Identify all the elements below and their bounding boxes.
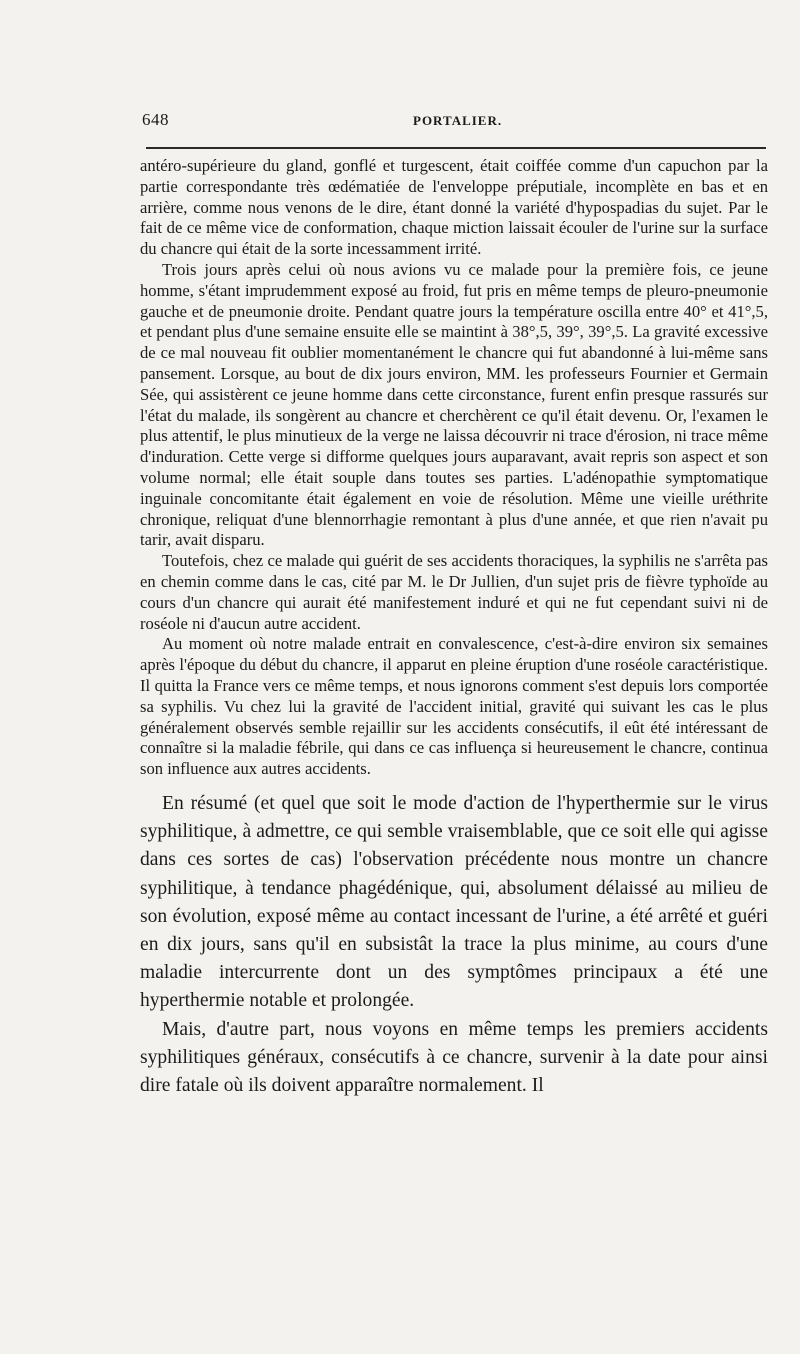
body-text xyxy=(140,156,768,1100)
paragraph: En résumé (et quel que soit le mode d'action de l'hyperthermie sur le virus syphilitique, à admettre, ce qui semble vraisemblable, que ce soit elle qui agisse dans ces sortes de cas) l'observation précédente nous montre un chancre syphilitique, à tendance phagédénique, qui, absolument délaissé au milieu de son évolution, exposé même au contact incessant de l'urine, a été arrêté et guéri en dix jours, sans qu'il en subsistât la trace la plus minime, au cours d'une maladie intercurrente dont un des symptômes principaux a été une hyperthermie notable et prolongée. xyxy=(140,792,768,1012)
paragraph: antéro-supérieure du gland, gonflé et turgescent, était coiffée comme d'un capuchon par la partie correspondante très œdématiée de l'enveloppe préputiale, incomplète en bas et en arrière, comme nous venons de le dire, étant donné la variété d'hypospadias du sujet. Par le fait de ce même vice de conformation, chaque miction laissait écouler de l'urine sur la surface du chancre qui était de la sorte incessamment irrité. xyxy=(140,156,768,259)
summary-section xyxy=(140,790,768,1100)
paragraph: Au moment où notre malade entrait en convalescence, c'est-à-dire environ six semaines après l'époque du début du chancre, il apparut en pleine éruption d'une roséole caractéristique. Il quitta la France vers ce même temps, et nous ignorons comment s'est depuis lors comportée sa syphilis. Vu chez lui la gravité de l'accident initial, gravité qui suivant les cas le plus généralement observés semble rejaillir sur les accidents consécutifs, il eût été intéressant de connaître si la maladie fébrile, qui dans ce cas influença si heureusement le chancre, continua son influence aux autres accidents. xyxy=(140,634,768,779)
page-header xyxy=(138,110,768,140)
observation-section xyxy=(140,156,768,780)
running-title: PORTALIER. xyxy=(413,113,503,128)
paragraph: Mais, d'autre part, nous voyons en même temps les premiers accidents syphilitiques généraux, consécutifs à ce chancre, survenir à la date pour ainsi dire fatale où ils doivent apparaître normalement. Il xyxy=(140,1018,768,1096)
paragraph: Trois jours après celui où nous avions vu ce malade pour la première fois, ce jeune homme, s'étant imprudemment exposé au froid, fut pris en même temps de pleuro-pneumonie gauche et de pneumonie droite. Pendant quatre jours la température oscilla entre 40° et 41°,5, et pendant plus d'une semaine ensuite elle se maintint à 38°,5, 39°, 39°,5. La gravité excessive de ce mal nouveau fit oublier momentanément le chancre qui fut abandonné à lui-même sans pansement. Lorsque, au bout de dix jours environ, MM. les professeurs Fournier et Germain Sée, qui assistèrent ce jeune homme dans cette circonstance, furent enfin presque rassurés sur l'état du malade, ils songèrent au chancre et cherchèrent ce qu'il était devenu. Or, l'examen le plus attentif, le plus minutieux de la verge ne laissa découvrir ni trace d'érosion, ni trace même d'induration. Cette verge si difforme quelques jours auparavant, avait repris son aspect et son volume normal; elle était souple dans toutes ses parties. L'adénopathie symptomatique inguinale concomitante était également en voie de résolution. Même une vieille uréthrite chronique, reliquat d'une blennorrhagie remontant à plus d'une année, et que rien n'avait pu tarir, avait disparu. xyxy=(140,259,768,550)
paragraph: Toutefois, chez ce malade qui guérit de ses accidents thoraciques, la syphilis ne s'arrêta pas en chemin comme dans le cas, cité par M. le Dr Jullien, d'un sujet pris de fièvre typhoïde au cours d'un chancre qui aurait été manifestement induré et qui ne fut cependant suivi ni de roséole ni d'aucun autre accident. xyxy=(140,551,768,633)
header-rule xyxy=(146,147,766,149)
page-number: 648 xyxy=(142,110,169,129)
